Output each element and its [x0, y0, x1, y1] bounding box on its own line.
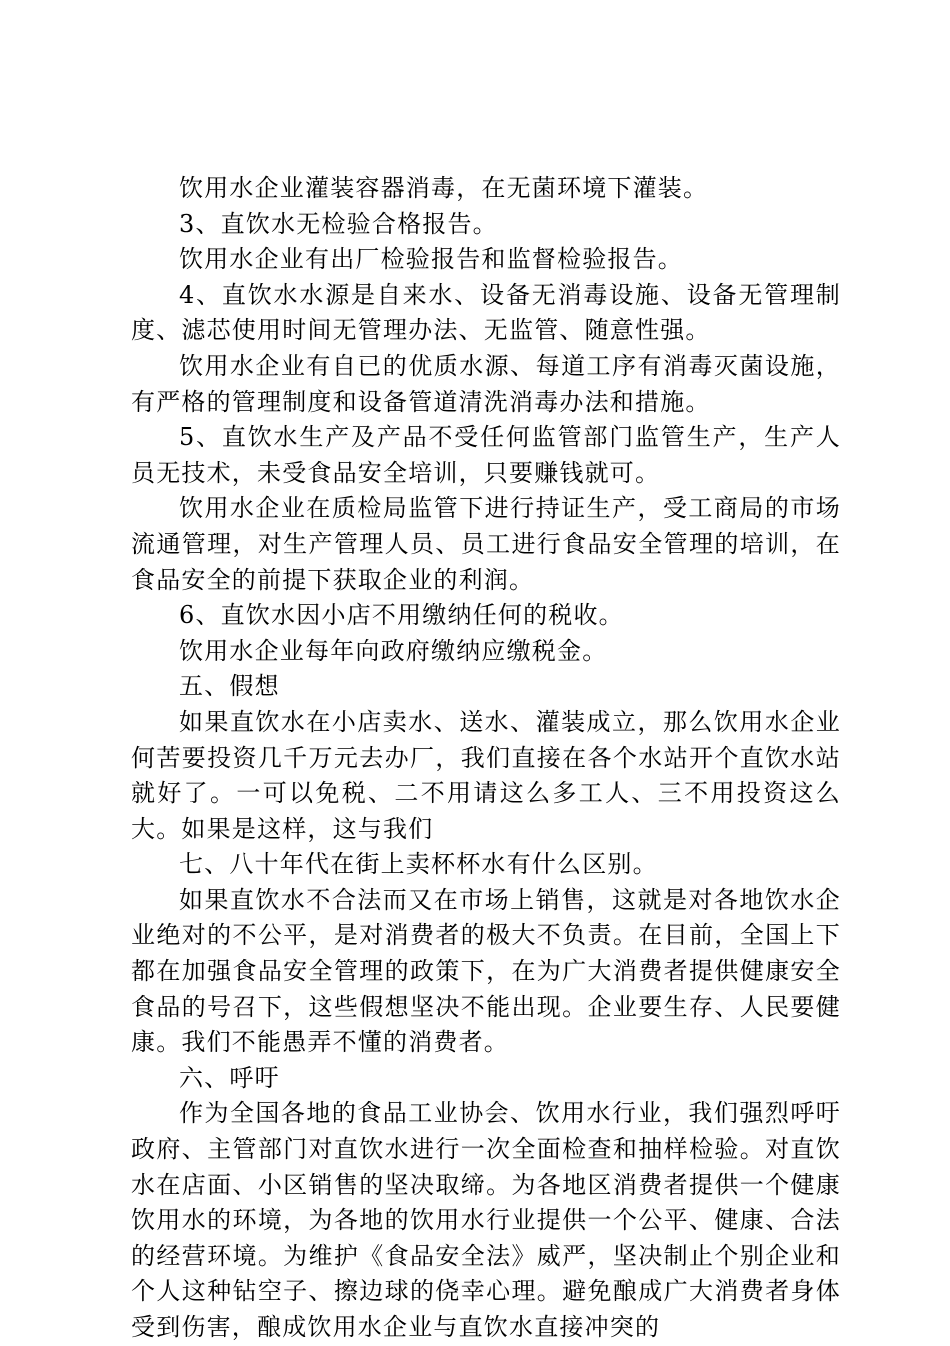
document-body [131, 171, 841, 1346]
paragraph-5: 饮用水企业有自已的优质水源、每道工序有消毒灭菌设施，有严格的管理制度和设备管道清洗消毒办法和措施。 [131, 351, 841, 416]
paragraph-12: 七、八十年代在街上卖杯杯水有什么区别。 [179, 850, 658, 879]
paragraph-15: 作为全国各地的食品工业协会、饮用水行业，我们强烈呼吁政府、主管部门对直饮水进行一次全面检查和抽样检验。对直饮水在店面、小区销售的坚决取缔。为各地区消费者提供一个健康饮用水的环境，为各地的饮用水行业提供一个公平、健康、合法的经营环境。为维护《食品安全法》威严，坚决制止个别企业和个人这种钻空子、擦边球的侥幸心理。避免酿成广大消费者身体受到伤害，酿成饮用水企业与直饮水直接冲突的 [131, 1099, 841, 1341]
paragraph-6: 5、直饮水生产及产品不受任何监管部门监管生产，生产人员无技术，未受食品安全培训，只要赚钱就可。 [131, 423, 841, 487]
paragraph-9: 饮用水企业每年向政府缴纳应缴税金。 [179, 636, 608, 665]
paragraph-7: 饮用水企业在质检局监管下进行持证生产，受工商局的市场流通管理，对生产管理人员、员工进行食品安全管理的培训，在食品安全的前提下获取企业的利润。 [131, 494, 841, 594]
paragraph-1: 饮用水企业灌装容器消毒，在无菌环境下灌装。 [179, 174, 709, 202]
paragraph-8: 6、直饮水因小店不用缴纳任何的税收。 [179, 601, 624, 630]
paragraph-4: 4、直饮水水源是自来水、设备无消毒设施、设备无管理制度、滤芯使用时间无管理办法、无监管、随意性强。 [131, 280, 841, 345]
section-heading-appeal: 六、呼吁 [179, 1063, 280, 1092]
paragraph-13: 如果直饮水不合法而又在市场上销售，这就是对各地饮水企业绝对的不公平，是对消费者的极大不负责。在目前，全国上下都在加强食品安全管理的政策下，在为广大消费者提供健康安全食品的号召下，这些假想坚决不能出现。企业要生存、人民要健康。我们不能愚弄不懂的消费者。 [131, 885, 841, 1057]
paragraph-11: 如果直饮水在小店卖水、送水、灌装成立，那么饮用水企业何苦要投资几千万元去办厂，我们直接在各个水站开个直饮水站就好了。一可以免税、二不用请这么多工人、三不用投资这么大。如果是这样，这与我们 [131, 707, 841, 843]
paragraph-3: 饮用水企业有出厂检验报告和监督检验报告。 [179, 245, 683, 274]
paragraph-2: 3、直饮水无检验合格报告。 [179, 209, 498, 238]
section-heading-hypothesis: 五、假想 [179, 672, 280, 701]
